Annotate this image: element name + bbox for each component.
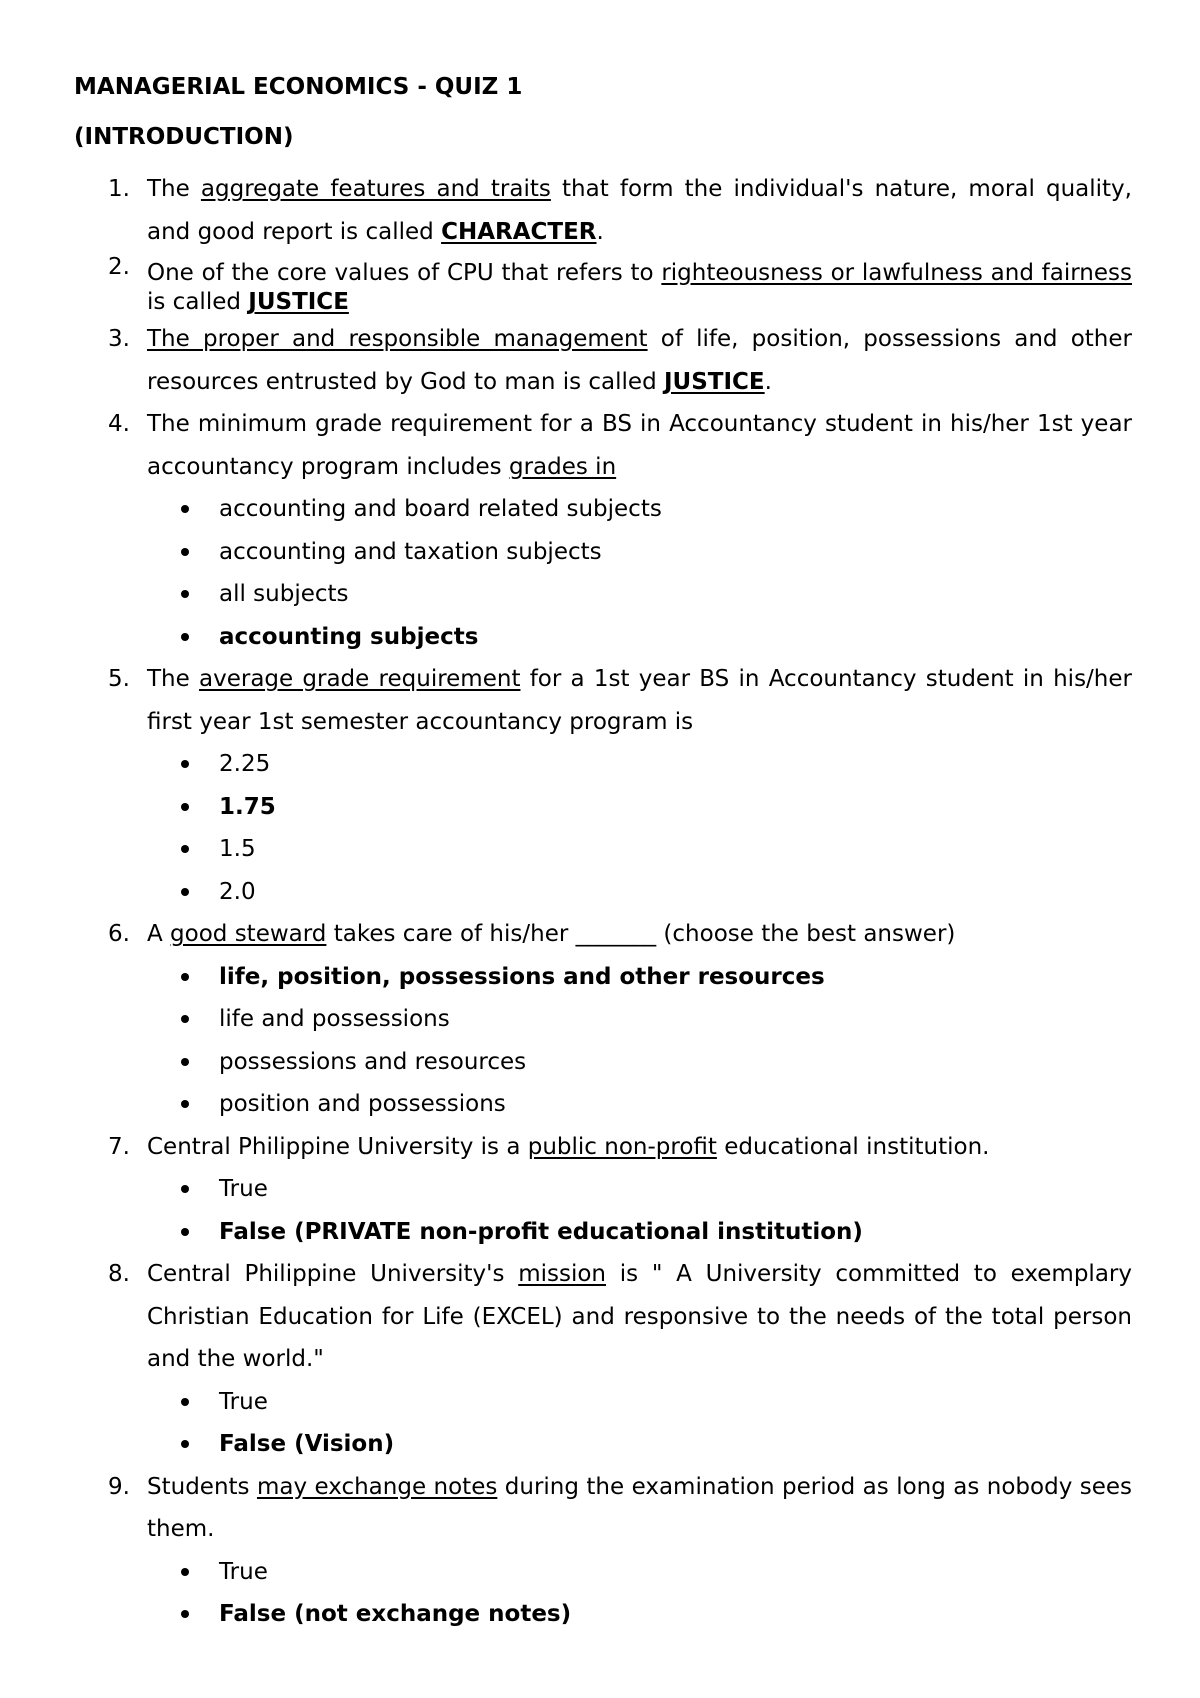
question-item [100, 658, 1132, 913]
question-text-segment: is called [147, 289, 249, 315]
answer-options [147, 743, 1132, 913]
question-text-segment: . [596, 218, 604, 245]
question-text [147, 1253, 1132, 1381]
question-item [100, 318, 1132, 403]
correct-answer-option: False (PRIVATE non-profit educational institution) [147, 1211, 1132, 1254]
question-text [147, 403, 1132, 488]
question-number: 4. [108, 411, 130, 437]
document-subtitle: (INTRODUCTION) [74, 124, 294, 150]
emphasized-phrase: aggregate features and traits [200, 176, 551, 202]
emphasized-phrase: righteousness or lawfulness and fairness [661, 260, 1132, 286]
question-item [100, 1466, 1132, 1636]
question-text [147, 1126, 1132, 1169]
question-item [100, 253, 1132, 318]
answer-options [147, 956, 1132, 1126]
question-number: 7. [108, 1133, 130, 1160]
answer-options [147, 488, 1132, 658]
document-title: MANAGERIAL ECONOMICS - QUIZ 1 [74, 74, 523, 100]
question-list [100, 168, 1132, 1636]
correct-answer-option: False (not exchange notes) [147, 1593, 1132, 1636]
question-text [147, 318, 1132, 403]
question-text-segment: educational institution. [716, 1133, 990, 1160]
answer-option: True [147, 1168, 1132, 1211]
question-text [147, 913, 1132, 956]
question-text-segment: One of the core values of CPU that refers to [147, 260, 662, 286]
answer-options [147, 1551, 1132, 1636]
question-text-segment: Students [147, 1473, 257, 1500]
question-text-segment: is " A University committed to exemplary Christian Education for Life (EXCEL) and responsive to the needs of the total person and the world." [147, 1261, 1132, 1372]
question-text [147, 259, 1132, 317]
question-text-segment: The [147, 666, 200, 692]
question-text-segment: The minimum grade requirement for a BS in Accountancy student in his/her 1st year accountancy program includes [147, 411, 1132, 480]
emphasized-phrase: average grade requirement [199, 666, 521, 692]
emphasized-phrase: public non-profit [527, 1133, 717, 1160]
answer-option: position and possessions [147, 1083, 1132, 1126]
question-text-segment: Central Philippine University is a [147, 1133, 528, 1160]
emphasized-phrase: JUSTICE [664, 368, 765, 395]
question-text-segment: The [147, 176, 201, 202]
question-text [147, 168, 1132, 253]
question-item [100, 1253, 1132, 1466]
emphasized-phrase: The proper and responsible management [147, 326, 648, 352]
answer-option: True [147, 1551, 1132, 1594]
emphasized-phrase: mission [518, 1261, 607, 1287]
question-item [100, 1126, 1132, 1254]
answer-options [147, 1168, 1132, 1253]
question-number: 2. [108, 254, 130, 280]
question-number: 1. [108, 176, 130, 202]
emphasized-phrase: grades in [508, 453, 617, 480]
question-item [100, 403, 1132, 658]
question-number: 8. [108, 1261, 130, 1287]
answer-option: all subjects [147, 573, 1132, 616]
answer-option: life and possessions [147, 998, 1132, 1041]
emphasized-phrase: JUSTICE [248, 289, 349, 315]
answer-option: 1.5 [147, 828, 1132, 871]
question-text [147, 658, 1132, 743]
question-text-segment: takes care of his/her _______ (choose the best answer) [326, 921, 956, 947]
correct-answer-option: life, position, possessions and other resources [147, 956, 1132, 999]
question-text-segment: of life, position, possessions and other resources entrusted by God to man is called [147, 326, 1132, 395]
question-item [100, 168, 1132, 253]
answer-option: True [147, 1381, 1132, 1424]
answer-option: accounting and board related subjects [147, 488, 1132, 531]
question-text-segment: during the examination period as long as nobody sees them. [147, 1473, 1132, 1542]
answer-options [147, 1381, 1132, 1466]
emphasized-phrase: good steward [170, 921, 327, 947]
answer-option: accounting and taxation subjects [147, 531, 1132, 574]
answer-option: 2.25 [147, 743, 1132, 786]
question-text-segment: A [147, 921, 171, 947]
question-text-segment: for a 1st year BS in Accountancy student in his/her first year 1st semester accountancy program is [147, 666, 1132, 735]
correct-answer-option: accounting subjects [147, 616, 1132, 659]
question-text-segment: . [764, 368, 772, 395]
question-number: 5. [108, 666, 130, 692]
question-text-segment: Central Philippine University's [147, 1261, 519, 1287]
question-number: 6. [108, 921, 130, 947]
question-text [147, 1466, 1132, 1551]
question-item [100, 913, 1132, 1126]
answer-option: possessions and resources [147, 1041, 1132, 1084]
correct-answer-option: False (Vision) [147, 1423, 1132, 1466]
correct-answer-option: 1.75 [147, 786, 1132, 829]
question-text-segment: that form the individual's nature, moral quality, and good report is called [147, 176, 1132, 245]
answer-option: 2.0 [147, 871, 1132, 914]
question-number: 3. [108, 326, 130, 352]
emphasized-phrase: CHARACTER [441, 218, 597, 245]
emphasized-phrase: may exchange notes [256, 1473, 498, 1500]
question-number: 9. [108, 1473, 130, 1500]
